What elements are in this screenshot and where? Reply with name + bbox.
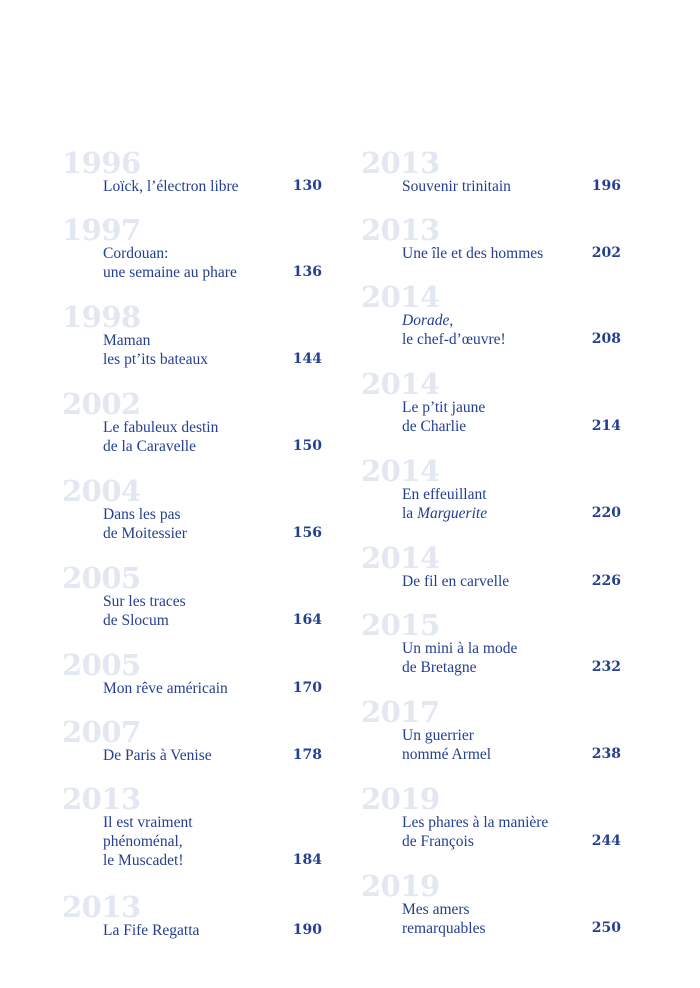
entry-title-line: Le p’tit jaune <box>402 399 486 416</box>
entry-page-number: 178 <box>292 747 322 763</box>
entry-page-number: 250 <box>591 920 621 936</box>
entry-year: 2019 <box>361 869 440 903</box>
entry-year: 2013 <box>361 146 440 180</box>
entry-title <box>103 679 228 698</box>
entry-title <box>402 485 487 523</box>
entry-title <box>402 311 506 349</box>
entry-title <box>402 900 486 938</box>
entry-title <box>402 572 509 591</box>
entry-year: 2015 <box>361 608 440 642</box>
entry-page-number: 184 <box>292 852 322 868</box>
entry-year: 1997 <box>62 213 141 247</box>
entry-title-line: nommé Armel <box>402 746 492 763</box>
entry-title-line: de Slocum <box>103 612 169 629</box>
toc-entry[interactable] <box>361 784 621 851</box>
toc-entry[interactable] <box>62 302 322 369</box>
toc-entry[interactable] <box>361 282 621 349</box>
toc-entry[interactable] <box>62 784 322 870</box>
entry-title-line: de Bretagne <box>402 659 477 676</box>
entry-title <box>103 505 187 543</box>
toc-left-column <box>62 148 322 959</box>
toc-entry[interactable] <box>62 148 322 196</box>
entry-title <box>103 418 218 456</box>
entry-title-line: Cordouan: <box>103 245 169 262</box>
entry-page-number: 208 <box>591 331 621 347</box>
entry-year: 2014 <box>361 367 440 401</box>
toc-right-column <box>361 148 621 958</box>
entry-title-line: de Moitessier <box>103 525 187 542</box>
toc-entry[interactable] <box>361 369 621 436</box>
toc-entry[interactable] <box>62 892 322 940</box>
entry-page-number: 130 <box>292 178 322 194</box>
entry-year: 2013 <box>361 213 440 247</box>
entry-page-number: 214 <box>591 418 621 434</box>
entry-page-number: 220 <box>591 505 621 521</box>
entry-page-number: 136 <box>292 264 322 280</box>
entry-year: 2017 <box>361 695 440 729</box>
entry-title-line: Les phares à la manière <box>402 814 549 831</box>
entry-title <box>103 592 186 630</box>
entry-title-line: le Muscadet! <box>103 852 184 869</box>
entry-title <box>402 639 517 677</box>
entry-title <box>103 331 208 369</box>
entry-title-line: une semaine au phare <box>103 264 237 281</box>
entry-page-number: 196 <box>591 178 621 194</box>
entry-year: 2014 <box>361 454 440 488</box>
toc-entry[interactable] <box>361 697 621 764</box>
entry-title-line: remarquables <box>402 920 486 937</box>
toc-entry[interactable] <box>62 650 322 698</box>
entry-title-line: Le fabuleux destin <box>103 419 219 436</box>
toc-entry[interactable] <box>361 148 621 196</box>
entry-year: 2019 <box>361 782 440 816</box>
entry-title <box>103 244 237 282</box>
entry-title <box>402 726 491 764</box>
entry-page-number: 202 <box>591 245 621 261</box>
toc-entry[interactable] <box>62 215 322 282</box>
entry-title-line: la Marguerite <box>402 505 488 522</box>
entry-page-number: 238 <box>591 746 621 762</box>
entry-year: 1996 <box>62 146 141 180</box>
toc-entry[interactable] <box>62 389 322 456</box>
entry-title <box>103 177 239 196</box>
entry-year: 2014 <box>361 280 440 314</box>
entry-year: 2013 <box>62 782 141 816</box>
entry-title-line: Mon rêve américain <box>103 680 228 697</box>
entry-title-line: De fil en carvelle <box>402 573 510 590</box>
entry-title-line: Maman <box>103 332 151 349</box>
entry-title <box>402 398 485 436</box>
entry-year: 2013 <box>62 890 141 924</box>
toc-entry[interactable] <box>62 476 322 543</box>
entry-title-line: le chef-d’œuvre! <box>402 331 506 348</box>
toc-entry[interactable] <box>361 871 621 938</box>
entry-title-line: Il est vraiment <box>103 814 193 831</box>
entry-title-line: Mes amers <box>402 901 470 918</box>
toc-entry[interactable] <box>361 456 621 523</box>
entry-page-number: 156 <box>292 525 322 541</box>
entry-title <box>402 813 548 851</box>
entry-title-line: Loïck, l’électron libre <box>103 178 239 195</box>
toc-entry[interactable] <box>62 563 322 630</box>
toc-entry[interactable] <box>361 215 621 263</box>
entry-year: 2002 <box>62 387 141 421</box>
entry-title-line: de François <box>402 833 474 850</box>
entry-year: 2007 <box>62 715 141 749</box>
entry-title-line: En effeuillant <box>402 486 487 503</box>
entry-year: 2005 <box>62 561 141 595</box>
toc-entry[interactable] <box>361 610 621 677</box>
entry-title <box>103 921 199 940</box>
toc-entry[interactable] <box>62 717 322 765</box>
entry-page-number: 244 <box>591 833 621 849</box>
entry-year: 1998 <box>62 300 141 334</box>
entry-title <box>103 746 212 765</box>
entry-year: 2004 <box>62 474 141 508</box>
entry-title-line: Dans les pas <box>103 506 181 523</box>
entry-title-line: De Paris à Venise <box>103 747 212 764</box>
entry-title <box>402 177 511 196</box>
toc-entry[interactable] <box>361 543 621 591</box>
entry-page-number: 190 <box>292 922 322 938</box>
entry-title-line: de la Caravelle <box>103 438 196 455</box>
entry-page-number: 144 <box>292 351 322 367</box>
entry-year: 2005 <box>62 648 141 682</box>
entry-page-number: 226 <box>591 573 621 589</box>
entry-title-line: les pt’its bateaux <box>103 351 209 368</box>
entry-page-number: 170 <box>292 680 322 696</box>
entry-title-line: Dorade, <box>402 312 454 329</box>
entry-title <box>103 813 193 870</box>
entry-title-line: phénoménal, <box>103 833 183 850</box>
entry-title-line: Une île et des hommes <box>402 245 544 262</box>
entry-title-line: Sur les traces <box>103 593 186 610</box>
entry-title-line: de Charlie <box>402 418 467 435</box>
entry-year: 2014 <box>361 541 440 575</box>
entry-title <box>402 244 543 263</box>
entry-page-number: 232 <box>591 659 621 675</box>
entry-page-number: 150 <box>292 438 322 454</box>
entry-title-line: La Fife Regatta <box>103 922 200 939</box>
entry-title-line: Souvenir trinitain <box>402 178 511 195</box>
entry-page-number: 164 <box>292 612 322 628</box>
entry-title-line: Un guerrier <box>402 727 474 744</box>
entry-title-line: Un mini à la mode <box>402 640 518 657</box>
